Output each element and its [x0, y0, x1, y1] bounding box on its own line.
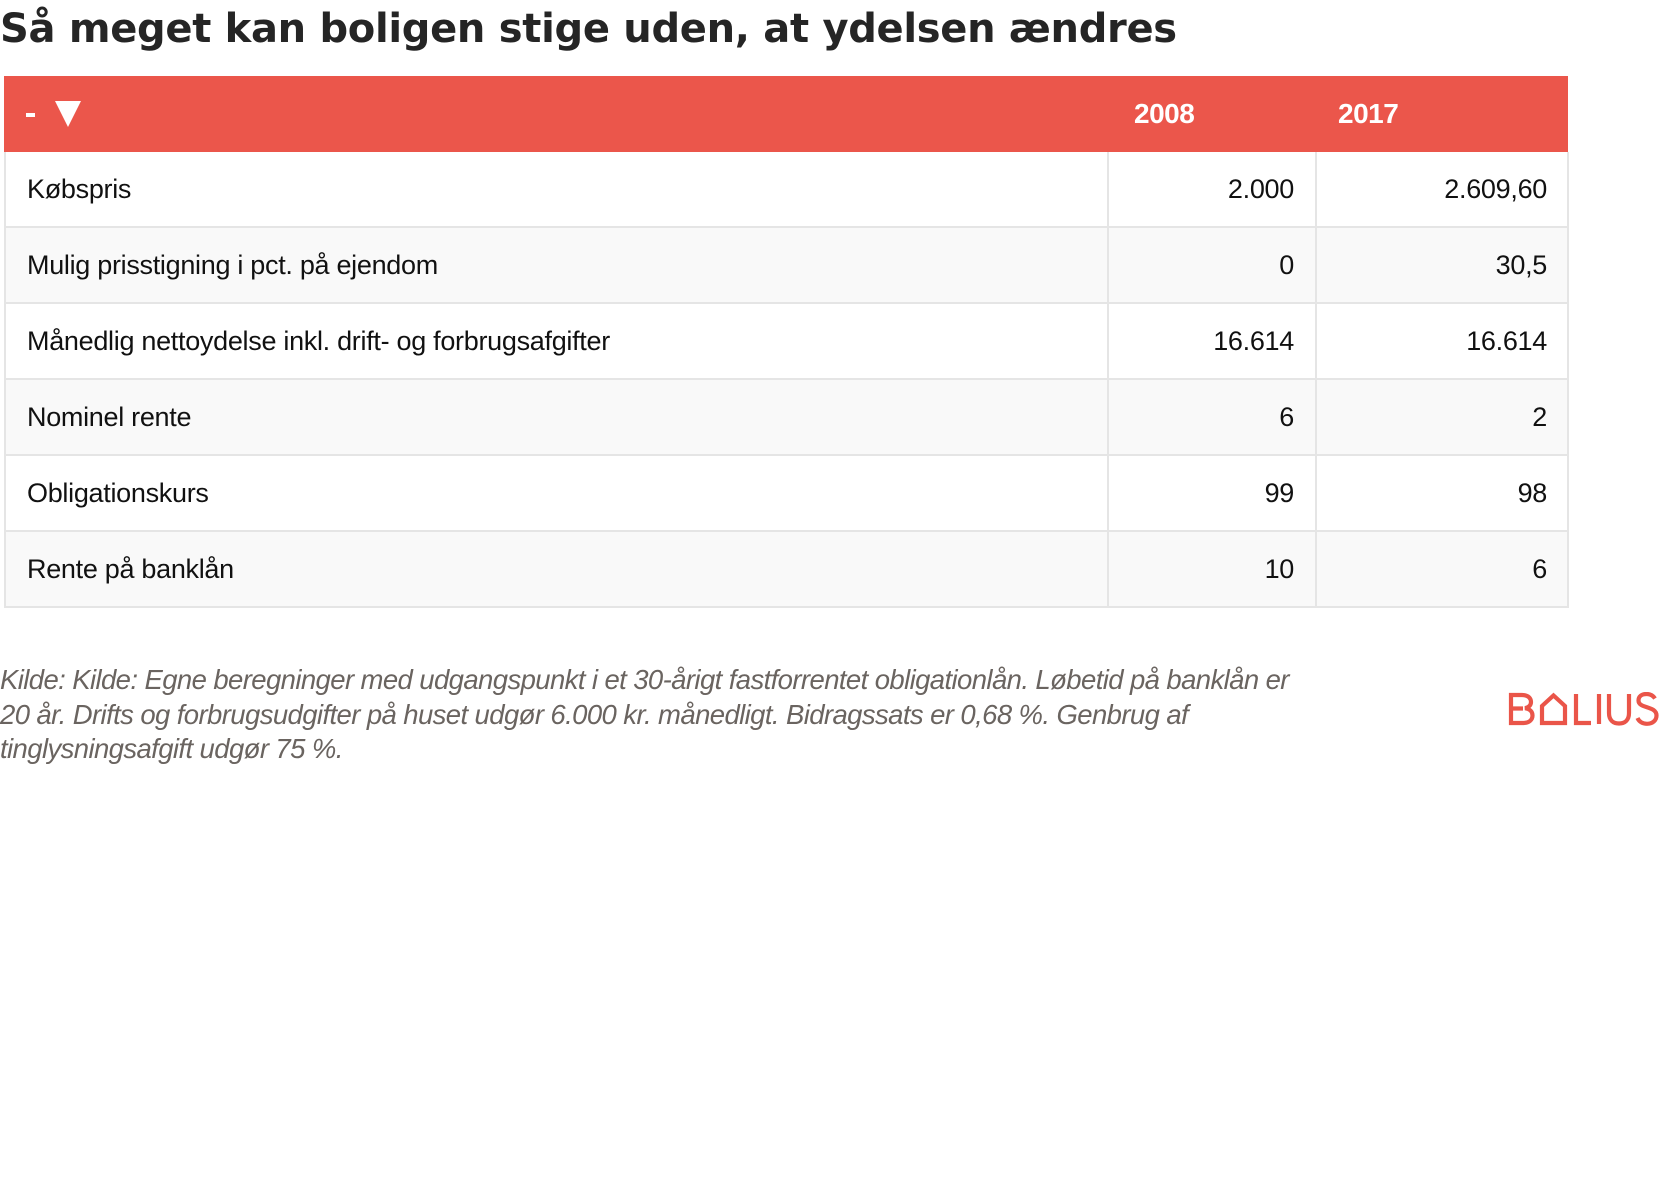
cell-2008: 6 [1109, 380, 1317, 454]
table-row [6, 532, 1567, 608]
cell-2017: 98 [1517, 477, 1547, 508]
data-table [4, 76, 1569, 608]
table-row [6, 228, 1567, 304]
triangle-down-icon[interactable] [55, 101, 81, 127]
table-body [4, 152, 1569, 608]
footnote-line: tinglysningsafgift udgør 75 %. [0, 733, 343, 764]
cell-2008: 10 [1109, 532, 1317, 606]
header-col-2017[interactable]: 2017 [1338, 98, 1399, 129]
cell-2008: 16.614 [1109, 304, 1317, 378]
cell-2017: 6 [1532, 553, 1547, 584]
table-row [6, 380, 1567, 456]
cell-2008: 0 [1109, 228, 1317, 302]
table-row [6, 304, 1567, 380]
row-label: Købspris [6, 152, 1109, 226]
header-first-column[interactable] [4, 76, 1109, 152]
row-label: Mulig prisstigning i pct. på ejendom [6, 228, 1109, 302]
cell-2008: 2.000 [1109, 152, 1317, 226]
row-label: Obligationskurs [6, 456, 1109, 530]
source-footnote [0, 663, 1500, 767]
header-col-2008[interactable]: 2008 [1134, 98, 1195, 129]
bolius-logo [1507, 692, 1662, 726]
row-label: Månedlig nettoydelse inkl. drift- og forbrugsafgifter [6, 304, 1109, 378]
footnote-line: 20 år. Drifts og forbrugsudgifter på huset udgør 6.000 kr. månedligt. Bidragssats er 0,68 %. Genbrug af [0, 698, 1189, 730]
cell-2017: 2 [1532, 401, 1547, 432]
cell-2017: 16.614 [1466, 325, 1547, 356]
cell-2017: 30,5 [1495, 249, 1547, 280]
page-title: Så meget kan boligen stige uden, at ydelsen ændres [0, 6, 1177, 52]
dash-icon [26, 113, 35, 117]
table-header [4, 76, 1568, 152]
table-row [6, 456, 1567, 532]
footnote-line: Kilde: Kilde: Egne beregninger med udgangspunkt i et 30-årigt fastforrentet obligationlån. Løbetid på banklån er [0, 664, 1289, 695]
cell-2017: 2.609,60 [1444, 173, 1547, 204]
row-label: Nominel rente [6, 380, 1109, 454]
table-row [6, 152, 1567, 228]
row-label: Rente på banklån [6, 532, 1109, 606]
cell-2008: 99 [1109, 456, 1317, 530]
